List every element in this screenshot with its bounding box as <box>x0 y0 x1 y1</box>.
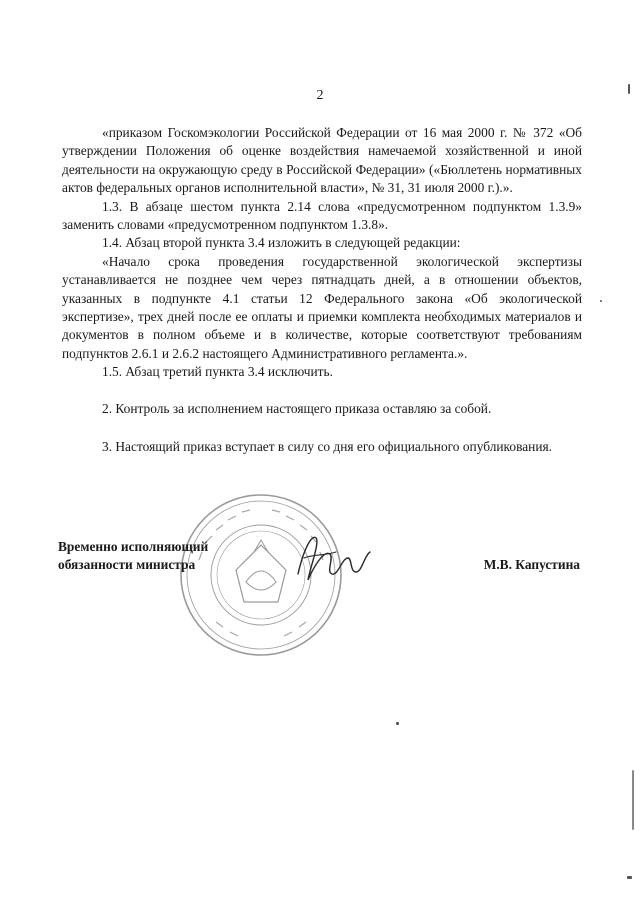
signatory-name: М.В. Капустина <box>483 557 580 572</box>
handwritten-signature <box>290 528 380 592</box>
paragraph-1-4: 1.4. Абзац второй пункта 3.4 изложить в следующей редакции: <box>102 235 461 251</box>
scan-artifact <box>628 84 630 94</box>
scan-artifact <box>627 876 632 879</box>
paragraph-1-5: 1.5. Абзац третий пункта 3.4 исключить. <box>102 364 333 380</box>
scan-artifact <box>600 300 602 302</box>
paragraph-2: 2. Контроль за исполнением настоящего приказа оставляю за собой. <box>102 400 492 416</box>
scan-artifact <box>396 722 399 725</box>
paragraph-quote-order: «приказом Госкомэкологии Российской Федерации от 16 мая 2000 г. № 372 «Об утверждении Положения об оценке воздействия намечаемой хозяйственной и иной деятельности на окружающую среду в Российской Федерации» («Бюллетень нормативных актов федеральных органов исполнительной власти», № 31, 31 июля 2000 г.).». <box>62 125 582 196</box>
paragraph-1-3: 1.3. В абзаце шестом пункта 2.14 слова «предусмотренном подпунктом 1.3.9» заменить словами «предусмотренном подпунктом 1.3.8». <box>62 198 582 233</box>
document-body <box>62 124 582 457</box>
paragraph-1-4-text: «Начало срока проведения государственной экологической экспертизы устанавливается не позднее чем через пятнадцать дней, а в отношении объектов, указанных в подпункте 4.1 статьи 12 Федерального закона «Об экологической экспертизе», трех дней после ее оплаты и приемки комплекта необходимых материалов и документов в полном объеме и в количестве, которые соответствуют требованиям подпунктов 2.6.1 и 2.6.2 настоящего Административного регламента.». <box>62 253 582 361</box>
position-line-1: Временно исполняющий <box>58 539 209 554</box>
paragraph-3: 3. Настоящий приказ вступает в силу со дня его официального опубликования. <box>102 439 552 455</box>
scan-artifact <box>632 770 634 830</box>
position-line-2: обязанности министра <box>58 557 196 572</box>
page-number: 2 <box>316 88 324 103</box>
signatory-position <box>58 538 208 574</box>
